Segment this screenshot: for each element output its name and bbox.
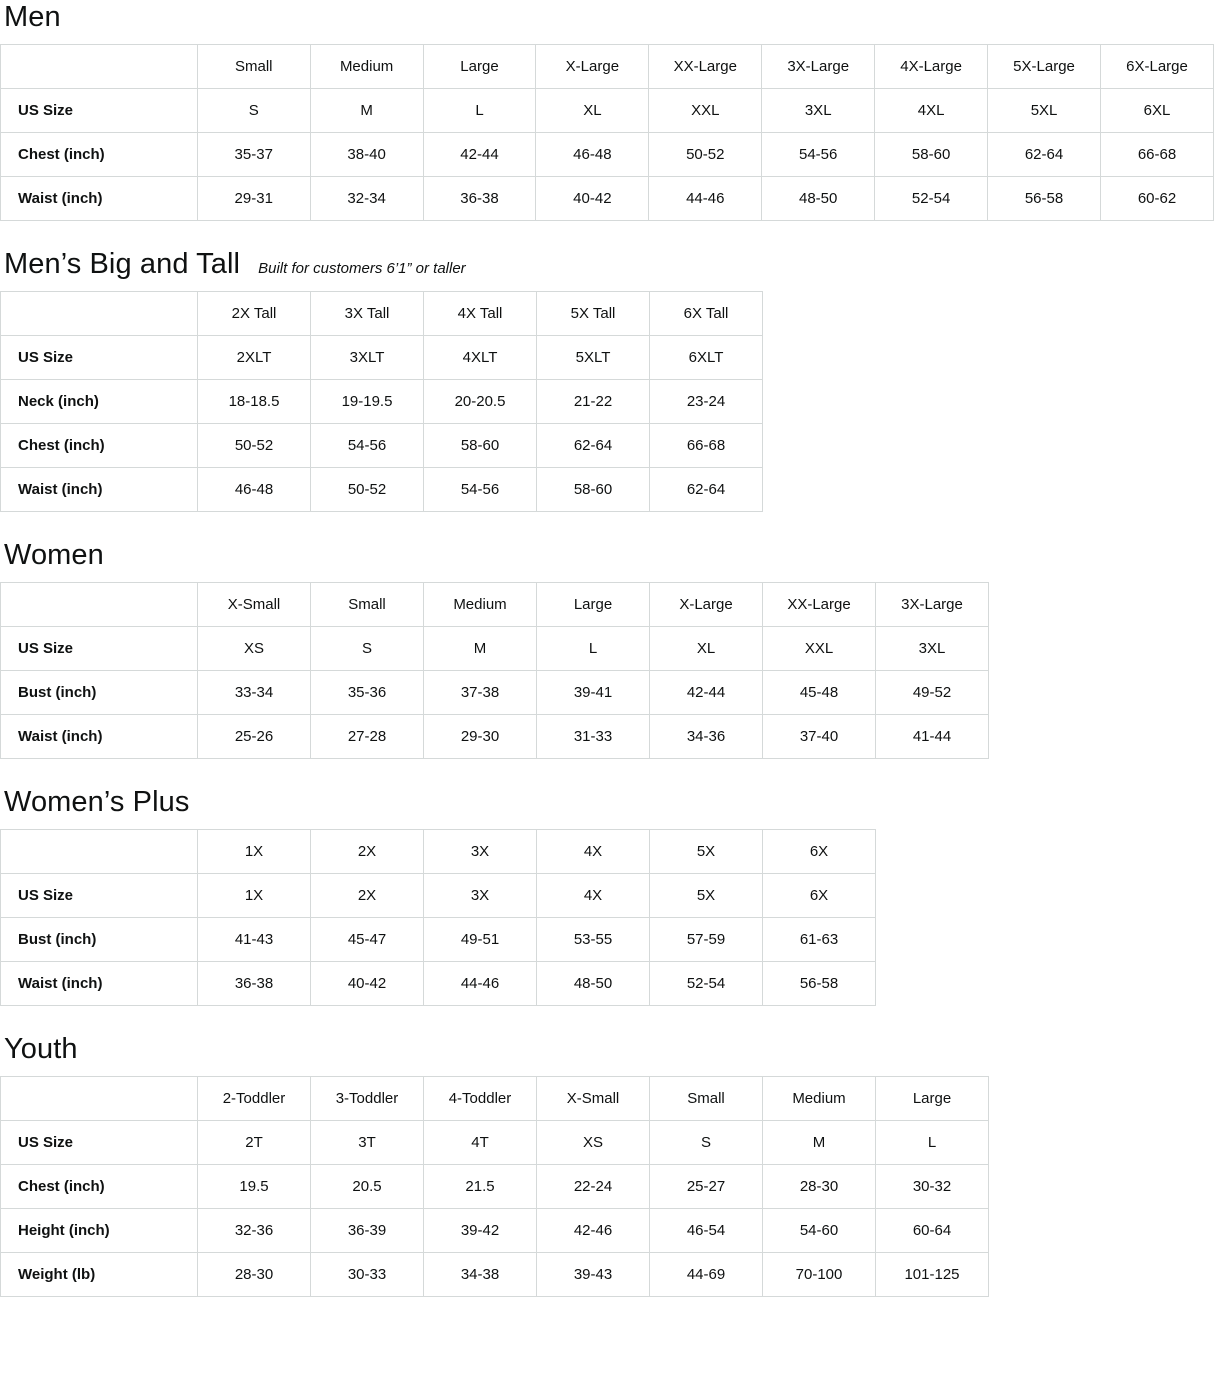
table-cell: L xyxy=(537,627,650,671)
column-header: 2X Tall xyxy=(198,292,311,336)
column-header: Large xyxy=(537,583,650,627)
table-cell: 4XL xyxy=(875,89,988,133)
table-cell: 101-125 xyxy=(876,1253,989,1297)
table-cell: S xyxy=(311,627,424,671)
column-header: 6X xyxy=(763,830,876,874)
table-cell: 62-64 xyxy=(650,468,763,512)
table-cell: 54-60 xyxy=(763,1209,876,1253)
table-cell: 60-64 xyxy=(876,1209,989,1253)
size-table xyxy=(0,582,989,759)
table-cell: 21-22 xyxy=(537,380,650,424)
table-cell: 19.5 xyxy=(198,1165,311,1209)
column-header: 4X-Large xyxy=(875,45,988,89)
column-header: X-Large xyxy=(650,583,763,627)
table-cell: L xyxy=(423,89,536,133)
column-header: 3X-Large xyxy=(762,45,875,89)
table-cell: 49-51 xyxy=(424,918,537,962)
table-cell: 28-30 xyxy=(763,1165,876,1209)
row-header: Chest (inch) xyxy=(1,1165,198,1209)
table-cell: S xyxy=(650,1121,763,1165)
table-row xyxy=(1,133,1214,177)
table-cell: XXL xyxy=(649,89,762,133)
column-header: 3X Tall xyxy=(311,292,424,336)
column-header: X-Small xyxy=(537,1077,650,1121)
column-header: 4X Tall xyxy=(424,292,537,336)
table-row xyxy=(1,1209,989,1253)
table-header-row xyxy=(1,45,1214,89)
table-cell: 39-41 xyxy=(537,671,650,715)
table-cell: 54-56 xyxy=(424,468,537,512)
table-cell: 35-37 xyxy=(197,133,310,177)
table-cell: 54-56 xyxy=(311,424,424,468)
table-cell: 2T xyxy=(198,1121,311,1165)
table-row xyxy=(1,380,763,424)
section-note: Built for customers 6’1” or taller xyxy=(258,260,466,277)
table-cell: 53-55 xyxy=(537,918,650,962)
column-header: 6X-Large xyxy=(1101,45,1214,89)
table-cell: 5X xyxy=(650,874,763,918)
table-cell: 30-32 xyxy=(876,1165,989,1209)
table-cell: 46-48 xyxy=(536,133,649,177)
column-header: X-Large xyxy=(536,45,649,89)
table-cell: 39-43 xyxy=(537,1253,650,1297)
table-cell: 27-28 xyxy=(311,715,424,759)
table-cell: 52-54 xyxy=(875,177,988,221)
table-cell: 61-63 xyxy=(763,918,876,962)
section-header xyxy=(0,785,1214,829)
table-cell: 48-50 xyxy=(762,177,875,221)
table-cell: XL xyxy=(650,627,763,671)
table-cell: 31-33 xyxy=(537,715,650,759)
row-header: Neck (inch) xyxy=(1,380,198,424)
table-row xyxy=(1,874,876,918)
table-cell: 25-27 xyxy=(650,1165,763,1209)
table-cell: 4T xyxy=(424,1121,537,1165)
table-row xyxy=(1,336,763,380)
size-section-women-s-plus xyxy=(0,785,1214,1006)
table-row xyxy=(1,468,763,512)
table-cell: 2X xyxy=(311,874,424,918)
table-cell: 44-46 xyxy=(649,177,762,221)
table-row xyxy=(1,177,1214,221)
table-cell: 19-19.5 xyxy=(311,380,424,424)
table-header-row xyxy=(1,583,989,627)
row-header: Chest (inch) xyxy=(1,133,198,177)
column-header: Large xyxy=(876,1077,989,1121)
column-header: X-Small xyxy=(198,583,311,627)
table-cell: 36-38 xyxy=(198,962,311,1006)
table-cell: 34-38 xyxy=(424,1253,537,1297)
table-cell: 34-36 xyxy=(650,715,763,759)
section-header xyxy=(0,247,1214,291)
table-cell: 62-64 xyxy=(537,424,650,468)
table-cell: 44-46 xyxy=(424,962,537,1006)
table-cell: 33-34 xyxy=(198,671,311,715)
table-cell: 58-60 xyxy=(537,468,650,512)
table-cell: 29-31 xyxy=(197,177,310,221)
size-table xyxy=(0,1076,989,1297)
table-cell: 28-30 xyxy=(198,1253,311,1297)
table-cell: 41-44 xyxy=(876,715,989,759)
table-row xyxy=(1,89,1214,133)
table-cell: 60-62 xyxy=(1101,177,1214,221)
table-cell: 41-43 xyxy=(198,918,311,962)
table-cell: 25-26 xyxy=(198,715,311,759)
row-header: Waist (inch) xyxy=(1,177,198,221)
table-cell: 36-38 xyxy=(423,177,536,221)
section-title: Women xyxy=(4,539,104,571)
column-header: 6X Tall xyxy=(650,292,763,336)
table-row xyxy=(1,1253,989,1297)
table-cell: XL xyxy=(536,89,649,133)
row-header: Weight (lb) xyxy=(1,1253,198,1297)
table-cell: 52-54 xyxy=(650,962,763,1006)
row-header: US Size xyxy=(1,89,198,133)
table-cell: 32-34 xyxy=(310,177,423,221)
column-header: Medium xyxy=(424,583,537,627)
table-cell: 35-36 xyxy=(311,671,424,715)
table-cell: 50-52 xyxy=(649,133,762,177)
size-table xyxy=(0,829,876,1006)
table-cell: 58-60 xyxy=(424,424,537,468)
column-header: 4X xyxy=(537,830,650,874)
table-corner-cell xyxy=(1,583,198,627)
row-header: Waist (inch) xyxy=(1,468,198,512)
table-cell: 18-18.5 xyxy=(198,380,311,424)
table-cell: 3T xyxy=(311,1121,424,1165)
table-cell: 36-39 xyxy=(311,1209,424,1253)
table-corner-cell xyxy=(1,1077,198,1121)
section-header xyxy=(0,0,1214,44)
table-cell: 4XLT xyxy=(424,336,537,380)
table-cell: 5XLT xyxy=(537,336,650,380)
table-cell: M xyxy=(310,89,423,133)
column-header: Medium xyxy=(310,45,423,89)
column-header: 2X xyxy=(311,830,424,874)
row-header: US Size xyxy=(1,1121,198,1165)
table-cell: 5XL xyxy=(988,89,1101,133)
table-cell: 49-52 xyxy=(876,671,989,715)
table-cell: L xyxy=(876,1121,989,1165)
table-cell: 42-44 xyxy=(423,133,536,177)
size-section-women xyxy=(0,538,1214,759)
table-cell: XXL xyxy=(763,627,876,671)
section-title: Men’s Big and Tall xyxy=(4,248,241,280)
table-row xyxy=(1,1121,989,1165)
column-header: Large xyxy=(423,45,536,89)
column-header: XX-Large xyxy=(763,583,876,627)
table-cell: 6XLT xyxy=(650,336,763,380)
table-cell: 4X xyxy=(537,874,650,918)
table-cell: 29-30 xyxy=(424,715,537,759)
column-header: Medium xyxy=(763,1077,876,1121)
size-section-youth xyxy=(0,1032,1214,1297)
column-header: XX-Large xyxy=(649,45,762,89)
table-cell: 32-36 xyxy=(198,1209,311,1253)
table-cell: XS xyxy=(537,1121,650,1165)
table-cell: 54-56 xyxy=(762,133,875,177)
table-cell: 37-38 xyxy=(424,671,537,715)
table-cell: 20-20.5 xyxy=(424,380,537,424)
table-header-row xyxy=(1,830,876,874)
row-header: Chest (inch) xyxy=(1,424,198,468)
table-cell: 37-40 xyxy=(763,715,876,759)
table-cell: 39-42 xyxy=(424,1209,537,1253)
table-cell: S xyxy=(197,89,310,133)
table-cell: 22-24 xyxy=(537,1165,650,1209)
section-title: Men xyxy=(4,1,61,33)
table-corner-cell xyxy=(1,45,198,89)
table-cell: 70-100 xyxy=(763,1253,876,1297)
section-header xyxy=(0,538,1214,582)
table-cell: 46-54 xyxy=(650,1209,763,1253)
column-header: Small xyxy=(311,583,424,627)
table-row xyxy=(1,671,989,715)
table-cell: 45-47 xyxy=(311,918,424,962)
column-header: 3X xyxy=(424,830,537,874)
table-header-row xyxy=(1,1077,989,1121)
column-header: 4-Toddler xyxy=(424,1077,537,1121)
table-cell: 23-24 xyxy=(650,380,763,424)
table-cell: 6X xyxy=(763,874,876,918)
row-header: Waist (inch) xyxy=(1,715,198,759)
table-cell: 66-68 xyxy=(650,424,763,468)
column-header: Small xyxy=(197,45,310,89)
table-row xyxy=(1,1165,989,1209)
table-cell: 3XL xyxy=(876,627,989,671)
column-header: 1X xyxy=(198,830,311,874)
size-section-men xyxy=(0,0,1214,221)
section-title: Youth xyxy=(4,1033,78,1065)
column-header: 3-Toddler xyxy=(311,1077,424,1121)
table-cell: 57-59 xyxy=(650,918,763,962)
table-corner-cell xyxy=(1,292,198,336)
table-cell: 50-52 xyxy=(311,468,424,512)
size-table xyxy=(0,44,1214,221)
table-cell: 21.5 xyxy=(424,1165,537,1209)
table-cell: 6XL xyxy=(1101,89,1214,133)
table-row xyxy=(1,627,989,671)
section-title: Women’s Plus xyxy=(4,786,190,818)
size-section-men-s-big-and-tall xyxy=(0,247,1214,512)
table-cell: 2XLT xyxy=(198,336,311,380)
table-corner-cell xyxy=(1,830,198,874)
row-header: Bust (inch) xyxy=(1,671,198,715)
section-header xyxy=(0,1032,1214,1076)
table-cell: XS xyxy=(198,627,311,671)
table-cell: 45-48 xyxy=(763,671,876,715)
table-cell: 3XLT xyxy=(311,336,424,380)
table-cell: M xyxy=(763,1121,876,1165)
column-header: 5X xyxy=(650,830,763,874)
table-cell: 62-64 xyxy=(988,133,1101,177)
table-cell: 46-48 xyxy=(198,468,311,512)
size-table xyxy=(0,291,763,512)
row-header: Bust (inch) xyxy=(1,918,198,962)
table-row xyxy=(1,918,876,962)
table-cell: 3XL xyxy=(762,89,875,133)
table-cell: 3X xyxy=(424,874,537,918)
row-header: Height (inch) xyxy=(1,1209,198,1253)
table-cell: 40-42 xyxy=(536,177,649,221)
table-cell: 38-40 xyxy=(310,133,423,177)
table-cell: M xyxy=(424,627,537,671)
table-row xyxy=(1,715,989,759)
row-header: US Size xyxy=(1,336,198,380)
column-header: Small xyxy=(650,1077,763,1121)
column-header: 3X-Large xyxy=(876,583,989,627)
table-cell: 56-58 xyxy=(988,177,1101,221)
table-cell: 42-44 xyxy=(650,671,763,715)
column-header: 5X Tall xyxy=(537,292,650,336)
table-cell: 56-58 xyxy=(763,962,876,1006)
table-header-row xyxy=(1,292,763,336)
table-cell: 1X xyxy=(198,874,311,918)
table-cell: 50-52 xyxy=(198,424,311,468)
table-row xyxy=(1,424,763,468)
table-cell: 40-42 xyxy=(311,962,424,1006)
table-cell: 66-68 xyxy=(1101,133,1214,177)
table-cell: 58-60 xyxy=(875,133,988,177)
row-header: Waist (inch) xyxy=(1,962,198,1006)
table-row xyxy=(1,962,876,1006)
table-cell: 20.5 xyxy=(311,1165,424,1209)
row-header: US Size xyxy=(1,627,198,671)
table-cell: 30-33 xyxy=(311,1253,424,1297)
row-header: US Size xyxy=(1,874,198,918)
column-header: 2-Toddler xyxy=(198,1077,311,1121)
column-header: 5X-Large xyxy=(988,45,1101,89)
table-cell: 44-69 xyxy=(650,1253,763,1297)
table-cell: 42-46 xyxy=(537,1209,650,1253)
table-cell: 48-50 xyxy=(537,962,650,1006)
